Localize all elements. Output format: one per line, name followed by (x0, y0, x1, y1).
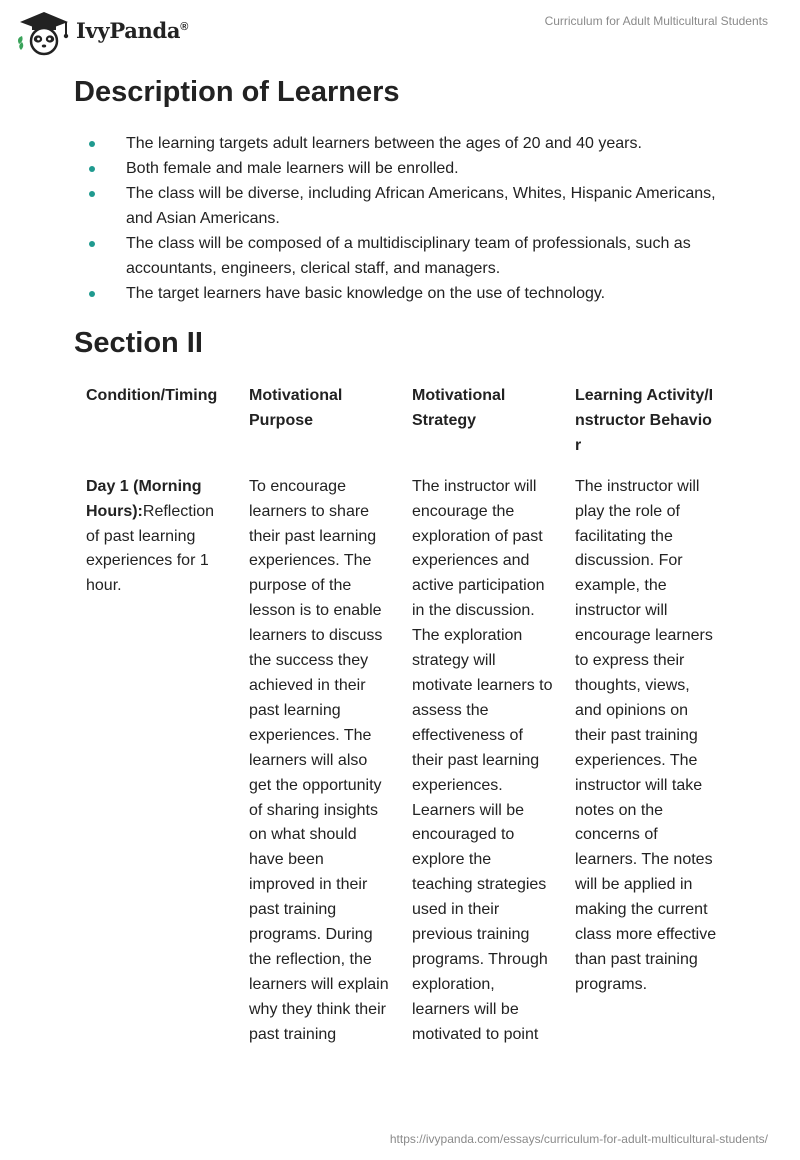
table-row (76, 475, 728, 1048)
heading-description-of-learners: Description of Learners (74, 76, 400, 108)
bullet-dot-icon (89, 141, 95, 147)
bullet-item: The target learners have basic knowledge on the use of technology. (86, 281, 746, 306)
cell-motivational-purpose: To encourage learners to share their past learning experiences. The purpose of the lesson is to enable learners to discuss the success they achieved in their past learning experiences. The learners will also get the opportunity of sharing insights on what should have been improved in their past training programs. During the reflection, the learners will explain why they think their past training (249, 477, 389, 1043)
column-header-learning-activity: Learning Activity/Instructor Behavior (575, 387, 714, 454)
site-header (0, 0, 800, 60)
source-url-link[interactable]: https://ivypanda.com/essays/curriculum-for-adult-multicultural-students/ (389, 1132, 768, 1146)
table-header-row (76, 384, 728, 475)
motivation-table (76, 384, 728, 1048)
bullet-item: Both female and male learners will be enrolled. (86, 156, 746, 181)
cell-condition-timing (76, 475, 239, 1048)
column-header-condition-timing: Condition/Timing (86, 387, 218, 404)
brand-name[interactable]: IvyPanda® (76, 18, 189, 43)
timing-description: Reflection of past learning experiences for 1 hour. (86, 502, 215, 595)
bullet-item: The learning targets adult learners between the ages of 20 and 40 years. (86, 131, 746, 156)
heading-section-ii: Section II (74, 327, 203, 359)
bullet-item: The class will be diverse, including African Americans, Whites, Hispanic Americans, and Asian Americans. (86, 181, 746, 231)
bullet-dot-icon (89, 191, 95, 197)
column-header-motivational-strategy: Motivational Strategy (412, 387, 506, 429)
bullet-dot-icon (89, 241, 95, 247)
panda-logo-icon[interactable] (14, 8, 76, 56)
cell-learning-activity: The instructor will play the role of facilitating the discussion. For example, the instructor will encourage learners to express their thoughts, views, and opinions on their past training experiences. The instructor will take notes on the concerns of learners. The notes will be applied in making the current class more effective than past training programs. (575, 477, 717, 993)
learner-bullet-list (86, 131, 746, 306)
column-header-motivational-purpose: Motivational Purpose (249, 387, 343, 429)
cell-motivational-strategy: The instructor will encourage the exploration of past experiences and active participation in the discussion. The exploration strategy will motivate learners to assess the effectiveness of their past learning experiences. Learners will be encouraged to explore the teaching strategies used in their previous training programs. Through exploration, learners will be motivated to point (412, 477, 553, 1043)
bullet-dot-icon (89, 291, 95, 297)
document-title: Curriculum for Adult Multicultural Students (544, 14, 768, 28)
bullet-dot-icon (89, 166, 95, 172)
bullet-item: The class will be composed of a multidisciplinary team of professionals, such as accountants, engineers, clerical staff, and managers. (86, 231, 746, 281)
timing-label: Day 1 (Morning Hours): (86, 477, 202, 520)
